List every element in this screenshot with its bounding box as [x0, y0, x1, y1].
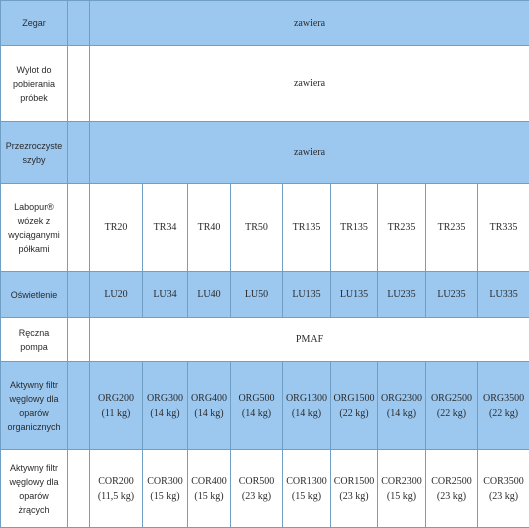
filter-cell — [426, 450, 478, 528]
cart-model-cell: TR335 — [478, 184, 529, 272]
lighting-model-cell: LU34 — [143, 272, 188, 318]
row-label: Aktywny filtr węglowy dla oparów organicznych — [1, 362, 68, 450]
filter-code: ORG1300 — [284, 391, 329, 406]
row-value: zawiera — [90, 1, 529, 46]
filter-code: ORG1500 — [332, 391, 376, 406]
row-value: zawiera — [90, 46, 529, 122]
filter-weight: (23 kg) — [232, 489, 281, 504]
lighting-model-cell: LU235 — [378, 272, 426, 318]
filter-weight: (15 kg) — [379, 489, 424, 504]
filter-cell — [188, 362, 231, 450]
filter-cell — [283, 362, 331, 450]
table-row — [1, 122, 529, 184]
table-row — [1, 450, 529, 528]
cart-model-cell: TR135 — [331, 184, 378, 272]
filter-weight: (14 kg) — [189, 406, 229, 421]
filter-cell — [378, 450, 426, 528]
filter-cell — [426, 362, 478, 450]
filter-code: ORG200 — [91, 391, 141, 406]
filter-weight: (11,5 kg) — [91, 489, 141, 504]
filter-cell — [188, 450, 231, 528]
spacer-cell — [68, 122, 90, 184]
table-row — [1, 318, 529, 362]
spacer-cell — [68, 272, 90, 318]
lighting-model-cell: LU20 — [90, 272, 143, 318]
spacer-cell — [68, 184, 90, 272]
cart-model-cell: TR50 — [231, 184, 283, 272]
filter-code: ORG2500 — [427, 391, 476, 406]
table-row — [1, 184, 529, 272]
cart-model-cell: TR34 — [143, 184, 188, 272]
cart-model-cell: TR135 — [283, 184, 331, 272]
spacer-cell — [68, 46, 90, 122]
filter-code: ORG400 — [189, 391, 229, 406]
filter-weight: (22 kg) — [332, 406, 376, 421]
filter-weight: (15 kg) — [284, 489, 329, 504]
lighting-model-cell: LU50 — [231, 272, 283, 318]
filter-weight: (23 kg) — [332, 489, 376, 504]
lighting-model-cell: LU40 — [188, 272, 231, 318]
lighting-model-cell: LU135 — [331, 272, 378, 318]
filter-cell — [90, 450, 143, 528]
filter-cell — [231, 450, 283, 528]
filter-cell — [331, 450, 378, 528]
filter-code: COR500 — [232, 474, 281, 489]
row-label: Przezroczyste szyby — [1, 122, 68, 184]
filter-code: COR200 — [91, 474, 141, 489]
cart-model-cell: TR40 — [188, 184, 231, 272]
cart-model-cell: TR20 — [90, 184, 143, 272]
filter-weight: (11 kg) — [91, 406, 141, 421]
lighting-model-cell: LU235 — [426, 272, 478, 318]
filter-code: COR2300 — [379, 474, 424, 489]
filter-code: ORG2300 — [379, 391, 424, 406]
filter-cell — [90, 362, 143, 450]
filter-cell — [331, 362, 378, 450]
filter-code: ORG300 — [144, 391, 186, 406]
filter-weight: (14 kg) — [144, 406, 186, 421]
filter-weight: (22 kg) — [427, 406, 476, 421]
table-row — [1, 1, 529, 46]
filter-weight: (14 kg) — [379, 406, 424, 421]
filter-weight: (23 kg) — [479, 489, 528, 504]
filter-cell — [478, 450, 529, 528]
filter-cell — [478, 362, 529, 450]
row-label: Oświetlenie — [1, 272, 68, 318]
filter-code: COR1500 — [332, 474, 376, 489]
filter-weight: (23 kg) — [427, 489, 476, 504]
filter-code: ORG500 — [232, 391, 281, 406]
filter-code: COR2500 — [427, 474, 476, 489]
row-label: Ręczna pompa — [1, 318, 68, 362]
row-value: zawiera — [90, 122, 529, 184]
spacer-cell — [68, 318, 90, 362]
lighting-model-cell: LU135 — [283, 272, 331, 318]
spacer-cell — [68, 1, 90, 46]
table-row — [1, 272, 529, 318]
row-label: Aktywny filtr węglowy dla oparów żrących — [1, 450, 68, 528]
filter-weight: (14 kg) — [232, 406, 281, 421]
filter-code: COR1300 — [284, 474, 329, 489]
filter-code: COR3500 — [479, 474, 528, 489]
filter-cell — [143, 362, 188, 450]
filter-cell — [283, 450, 331, 528]
table-row — [1, 46, 529, 122]
spacer-cell — [68, 362, 90, 450]
filter-code: COR300 — [144, 474, 186, 489]
cart-model-cell: TR235 — [378, 184, 426, 272]
spacer-cell — [68, 450, 90, 528]
table-row — [1, 362, 529, 450]
row-label: Wylot do pobierania próbek — [1, 46, 68, 122]
filter-weight: (15 kg) — [189, 489, 229, 504]
lighting-model-cell: LU335 — [478, 272, 529, 318]
filter-weight: (15 kg) — [144, 489, 186, 504]
filter-cell — [143, 450, 188, 528]
filter-code: ORG3500 — [479, 391, 528, 406]
filter-code: COR400 — [189, 474, 229, 489]
cart-model-cell: TR235 — [426, 184, 478, 272]
row-label: Labopur® wózek z wyciąganymi półkami — [1, 184, 68, 272]
row-value: PMAF — [90, 318, 529, 362]
filter-cell — [378, 362, 426, 450]
filter-cell — [231, 362, 283, 450]
row-label: Zegar — [1, 1, 68, 46]
filter-weight: (14 kg) — [284, 406, 329, 421]
filter-weight: (22 kg) — [479, 406, 528, 421]
